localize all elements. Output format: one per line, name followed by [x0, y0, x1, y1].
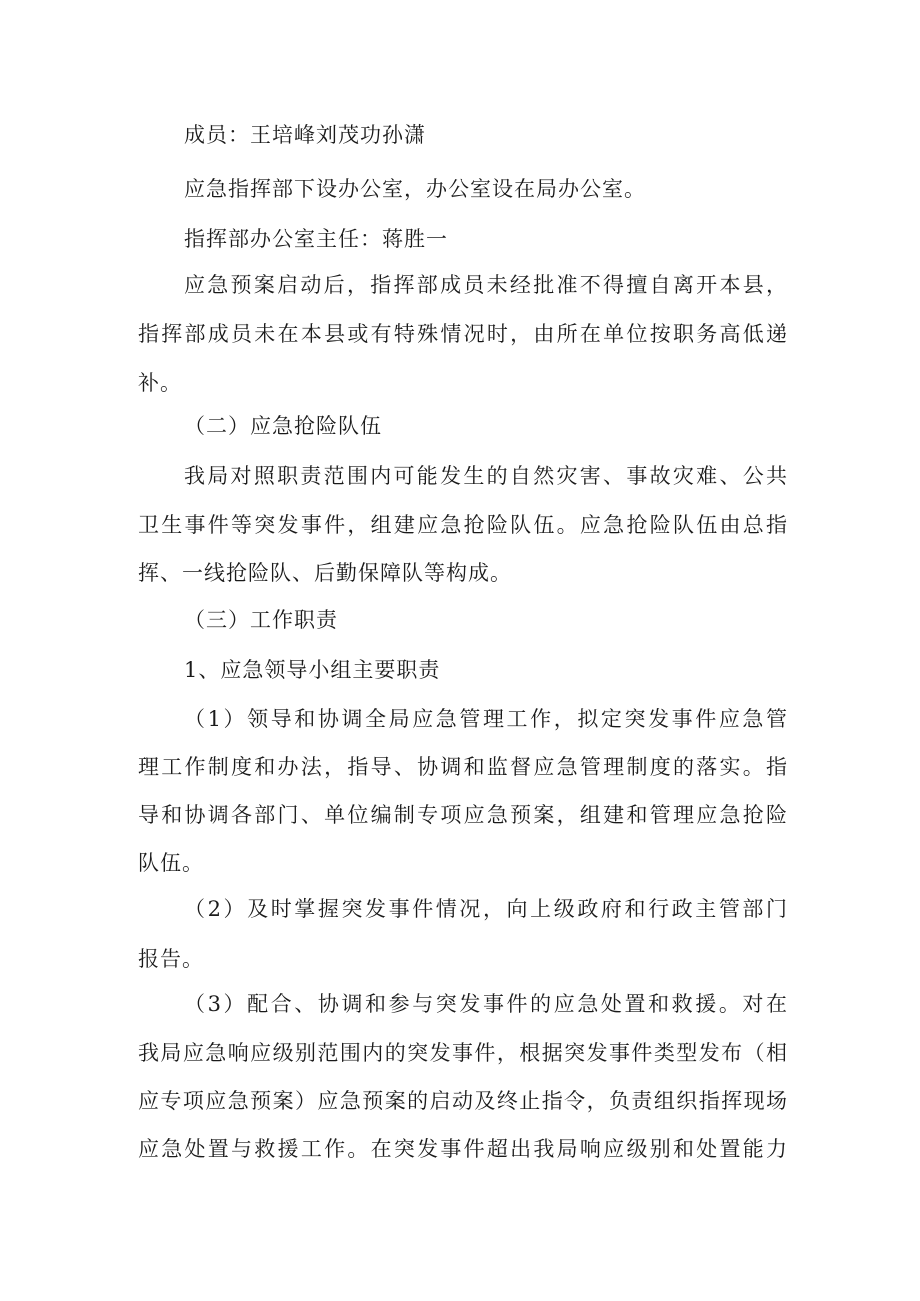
- paragraph-line: （3）配合、协调和参与突发事件的应急处置和救援。对在: [184, 992, 788, 1016]
- section-heading-2: （二）应急抢险队伍: [184, 414, 382, 438]
- paragraph-line: 应急处置与救援工作。在突发事件超出我局响应级别和处置能力: [138, 1137, 788, 1161]
- section-heading-3: （三）工作职责: [184, 608, 338, 632]
- paragraph-line: （1）领导和协调全局应急管理工作，拟定突发事件应急管: [184, 707, 788, 731]
- paragraph-line: 应专项应急预案）应急预案的启动及终止指令，负责组织指挥现场: [138, 1089, 788, 1113]
- subsection-heading-1: 1、应急领导小组主要职责: [184, 658, 441, 682]
- paragraph-line: 指挥部成员未在本县或有特殊情况时，由所在单位按职务高低递: [138, 322, 788, 346]
- paragraph-line: 我局应急响应级别范围内的突发事件，根据突发事件类型发布（相: [138, 1041, 788, 1065]
- paragraph-line: 补。: [138, 371, 182, 395]
- paragraph-line: 应急预案启动后，指挥部成员未经批准不得擅自离开本县，: [184, 273, 788, 297]
- paragraph-line: （2）及时掌握突发事件情况，向上级政府和行政主管部门: [184, 897, 788, 921]
- office-setup-line: 应急指挥部下设办公室，办公室设在局办公室。: [184, 177, 646, 201]
- paragraph-line: 卫生事件等突发事件，组建应急抢险队伍。应急抢险队伍由总指: [138, 513, 788, 537]
- office-director-line: 指挥部办公室主任：蒋胜一: [184, 227, 448, 251]
- paragraph-line: 挥、一线抢险队、后勤保障队等构成。: [138, 561, 512, 585]
- paragraph-line: 队伍。: [138, 851, 204, 875]
- members-line: 成员：王培峰刘茂功孙潇: [184, 123, 426, 147]
- paragraph-line: 我局对照职责范围内可能发生的自然灾害、事故灾难、公共: [184, 464, 788, 488]
- paragraph-line: 报告。: [138, 947, 204, 971]
- paragraph-line: 导和协调各部门、单位编制专项应急预案，组建和管理应急抢险: [138, 803, 788, 827]
- paragraph-line: 理工作制度和办法，指导、协调和监督应急管理制度的落实。指: [138, 755, 788, 779]
